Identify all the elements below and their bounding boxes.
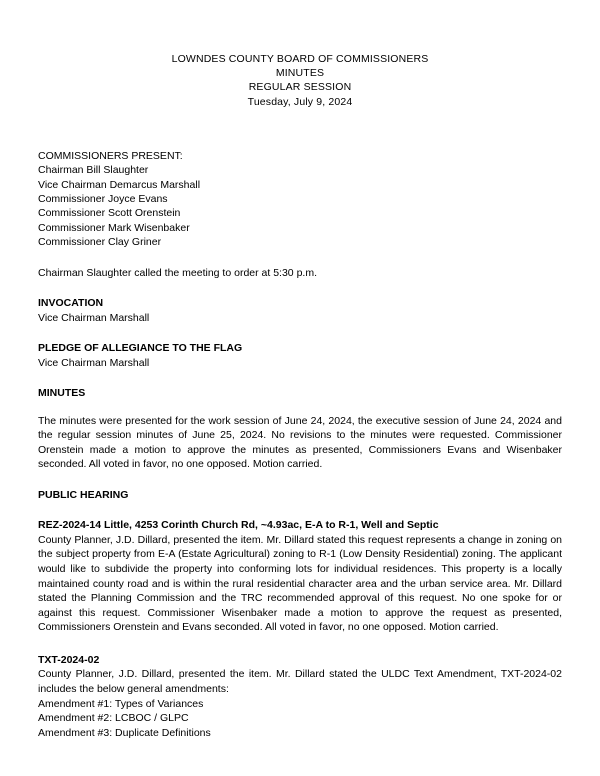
commissioner-name: Commissioner Mark Wisenbaker	[38, 221, 190, 234]
commissioner-name: Vice Chairman Demarcus Marshall	[38, 178, 201, 191]
commissioners-present-heading: COMMISSIONERS PRESENT:	[38, 149, 183, 162]
spacer	[38, 472, 562, 488]
header-line-minutes: MINUTES	[275, 67, 325, 80]
header-spacer	[38, 109, 562, 149]
header-line-session: REGULAR SESSION	[248, 81, 352, 94]
spacer	[38, 280, 562, 296]
header-line-organization: LOWNDES COUNTY BOARD OF COMMISSIONERS	[171, 53, 429, 65]
spacer	[38, 370, 562, 386]
minutes-body: The minutes were presented for the work session of June 24, 2024, the executive session of June 24, 2024 and the regular session minutes of June 25, 2024. No revisions to the minutes were requested. Commissioner Orenstein made a motion to approve the minutes as presented, Commissioners Evans and Wisenbaker seconded. All voted in favor, no one opposed. Motion carried.	[38, 414, 562, 471]
hearing-item-title: TXT-2024-02	[38, 654, 100, 666]
spacer	[38, 635, 562, 653]
commissioners-present-section	[38, 149, 562, 250]
hearing-item-title: REZ-2024-14 Little, 4253 Corinth Church Rd, ~4.93ac, E-A to R-1, Well and Septic	[38, 519, 439, 532]
amendment-line: Amendment #1: Types of Variances	[38, 697, 204, 710]
header-line-date: Tuesday, July 9, 2024	[247, 95, 353, 108]
spacer	[38, 325, 562, 341]
commissioner-name: Commissioner Joyce Evans	[38, 193, 168, 206]
spacer	[38, 502, 562, 518]
document-header	[38, 52, 562, 109]
pledge-body: Vice Chairman Marshall	[38, 356, 150, 369]
spacer	[38, 401, 562, 414]
invocation-body: Vice Chairman Marshall	[38, 311, 150, 324]
amendment-line: Amendment #2: LCBOC / GLPC	[38, 712, 189, 725]
commissioner-name: Chairman Bill Slaughter	[38, 164, 149, 177]
minutes-heading: MINUTES	[38, 387, 86, 400]
invocation-heading: INVOCATION	[38, 297, 104, 310]
commissioner-name: Commissioner Scott Orenstein	[38, 207, 181, 220]
hearing-item-body: County Planner, J.D. Dillard, presented the item. Mr. Dillard stated the ULDC Text Amendment, TXT-2024-02 includes the below general amendments:	[38, 668, 562, 695]
pledge-heading: PLEDGE OF ALLEGIANCE TO THE FLAG	[38, 342, 243, 355]
public-hearing-heading: PUBLIC HEARING	[38, 489, 129, 502]
call-to-order-text: Chairman Slaughter called the meeting to order at 5:30 p.m.	[38, 266, 317, 279]
commissioner-name: Commissioner Clay Griner	[38, 236, 162, 249]
spacer	[38, 250, 562, 266]
amendment-line: Amendment #3: Duplicate Definitions	[38, 726, 211, 739]
hearing-item-body: County Planner, J.D. Dillard, presented the item. Mr. Dillard stated this request represents a change in zoning on the subject property from E-A (Estate Agricultural) zoning to R-1 (Low Density Residential) zoning. The applicant would like to subdivide the property into conforming lots for individual residences. This property is a locally maintained county road and is within the rural residential character area and the urban service area. Mr. Dillard stated the Planning Commission and the TRC recommended approval of this request. No one spoke for or against this request. Commissioner Wisenbaker made a motion to approve the request as presented, Commissioners Orenstein and Evans seconded. All voted in favor, no one opposed. Motion carried.	[38, 533, 562, 634]
